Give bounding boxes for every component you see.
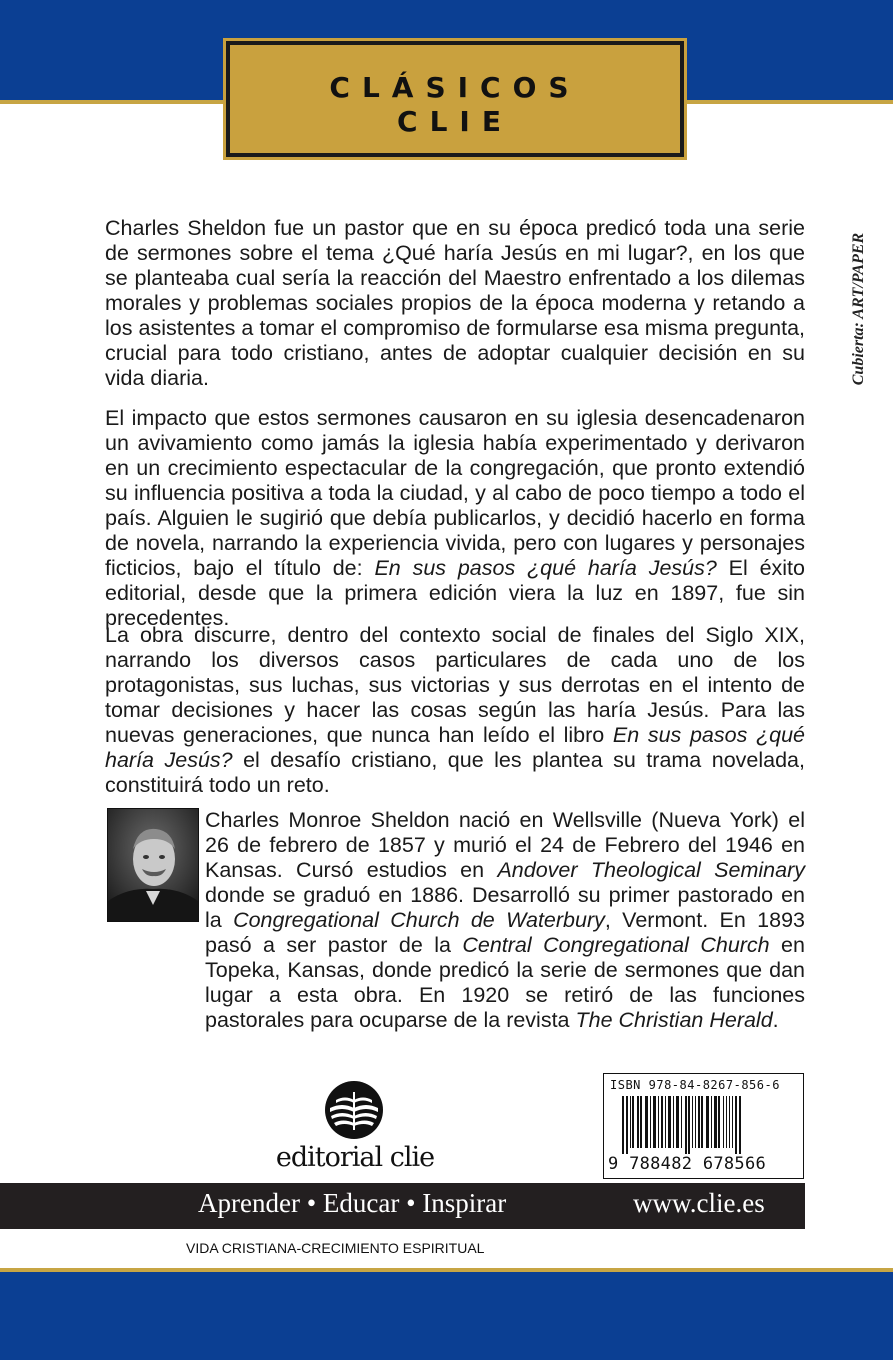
book-category: VIDA CRISTIANA-CRECIMIENTO ESPIRITUAL [186,1240,485,1256]
author-bio-text-a: Charles Monroe Sheldon nació en Wellsville (Nueva York) el 26 de febrero de 1857 y murió el 24 de Febrero del 1946 en Kansas. Cursó estudios en [205,808,805,882]
barcode-bar [668,1096,671,1148]
barcode-bar [645,1096,648,1148]
paragraph-3-text-b: el desafío cristiano, que les plantea su trama novelada, constituirá todo un reto. [105,748,805,797]
series-label-line1: CLÁSICOS [329,71,581,104]
footer-tagline: Aprender • Educar • Inspirar [198,1188,507,1218]
bottom-blue-band [0,1272,893,1360]
isbn-barcode [603,1073,804,1179]
author-bio-text-c: , Vermont. En 1893 pasó a ser pastor de la [205,908,805,957]
author-bio-italic-2: Congregational Church de Waterbury [233,908,605,932]
barcode-bar [732,1096,733,1148]
barcode-bar [698,1096,700,1148]
barcode-bar [706,1096,709,1148]
barcode-bar [692,1096,693,1148]
barcode-bars [622,1096,798,1154]
open-book-globe-icon [322,1078,386,1142]
cover-credit-text: Cubierta: ART/PAPER [850,232,867,386]
barcode-digits: 9 788482 678566 [608,1154,767,1174]
author-bio-italic-4: The Christian Herald [575,1008,773,1032]
barcode-bar [735,1096,737,1154]
barcode-bar [714,1096,717,1148]
publisher-name: editorial clie [275,1142,435,1173]
barcode-bar [729,1096,730,1148]
barcode-bar [650,1096,651,1148]
barcode-bar [658,1096,659,1148]
paragraph-3-book-title: En sus pasos ¿qué haría Jesús? [105,723,805,772]
author-bio [205,808,805,1033]
barcode-bar [695,1096,696,1148]
barcode-bar [701,1096,703,1148]
paragraph-2-text-a: El impacto que estos sermones causaron en su iglesia desencadenaron un avivamiento como jamás la iglesia había experimentado y derivaron en un crecimiento espectacular de la congregación, que pronto extendió su influencia positiva a toda la ciudad, y al cabo de poco tiempo a todo el país. Alguien le sugirió que debía publicarlos, y decidió hacerlo en forma de novela, narrando la experiencia vivida, pero con lugares y personajes ficticios, bajo el título de: [105,406,805,580]
barcode-bar [723,1096,724,1148]
barcode-bar [630,1096,631,1148]
barcode-bar [711,1096,712,1148]
barcode-bar [637,1096,639,1148]
barcode-bar [661,1096,663,1148]
footer-url[interactable]: www.clie.es [633,1188,765,1218]
barcode-bar [726,1096,727,1148]
series-label-line2: CLIE [397,105,513,138]
barcode-bar [739,1096,741,1154]
barcode-bar [681,1096,682,1148]
barcode-bar [665,1096,666,1148]
description-paragraph-1: Charles Sheldon fue un pastor que en su época predicó toda una serie de sermones sobre el tema ¿Qué haría Jesús en mi lugar?, en los que se planteaba cual sería la reacción del Maestro enfrentado a los dilemas morales y problemas sociales propios de la época moderna y retando a los asistentes a tomar el compromiso de formularse esa misma pregunta, crucial para todo cristiano, antes de adoptar cualquier decisión en su vida diaria. [105,216,805,390]
barcode-bar [653,1096,656,1148]
author-bio-italic-3: Central Congregational Church [462,933,770,957]
description-paragraph-2 [105,406,805,631]
author-portrait-drawing [108,809,198,921]
barcode-bar [685,1096,687,1154]
paragraph-3-text-a: La obra discurre, dentro del contexto social de finales del Siglo XIX, narrando los diversos casos particulares de cada uno de los protagonistas, sus luchas, sus victorias y sus derrotas en el intento de tomar decisiones y hacer las cosas según las haría Jesús. Para las nuevas generaciones, que nunca han leído el libro [105,623,805,747]
barcode-bar [718,1096,720,1148]
barcode-bar [640,1096,642,1148]
author-portrait [107,808,199,922]
paragraph-2-book-title: En sus pasos ¿qué haría Jesús? [374,556,717,580]
barcode-bar [688,1096,690,1154]
barcode-bar [632,1096,634,1148]
isbn-label: ISBN 978-84-8267-856-6 [610,1078,780,1092]
author-bio-text-b: donde se graduó en 1886. Desarrolló su primer pastorado en la [205,883,805,932]
barcode-bar [622,1096,624,1154]
barcode-bar [626,1096,628,1154]
author-bio-italic-1: Andover Theological Seminary [497,858,805,882]
author-bio-text-d: en Topeka, Kansas, donde predicó la serie de sermones que dan lugar a esta obra. En 1920 se retiró de las funciones pastorales para ocuparse de la revista [205,933,805,1032]
paragraph-2-text-b: El éxito editorial, desde que la primera edición viera la luz en 1897, fue sin precedentes. [105,556,805,630]
description-paragraph-3 [105,623,805,798]
series-label-box [226,41,684,157]
barcode-bar [673,1096,674,1148]
barcode-bar [676,1096,679,1148]
cover-credit [846,218,872,408]
author-bio-text-e: . [772,1008,779,1032]
